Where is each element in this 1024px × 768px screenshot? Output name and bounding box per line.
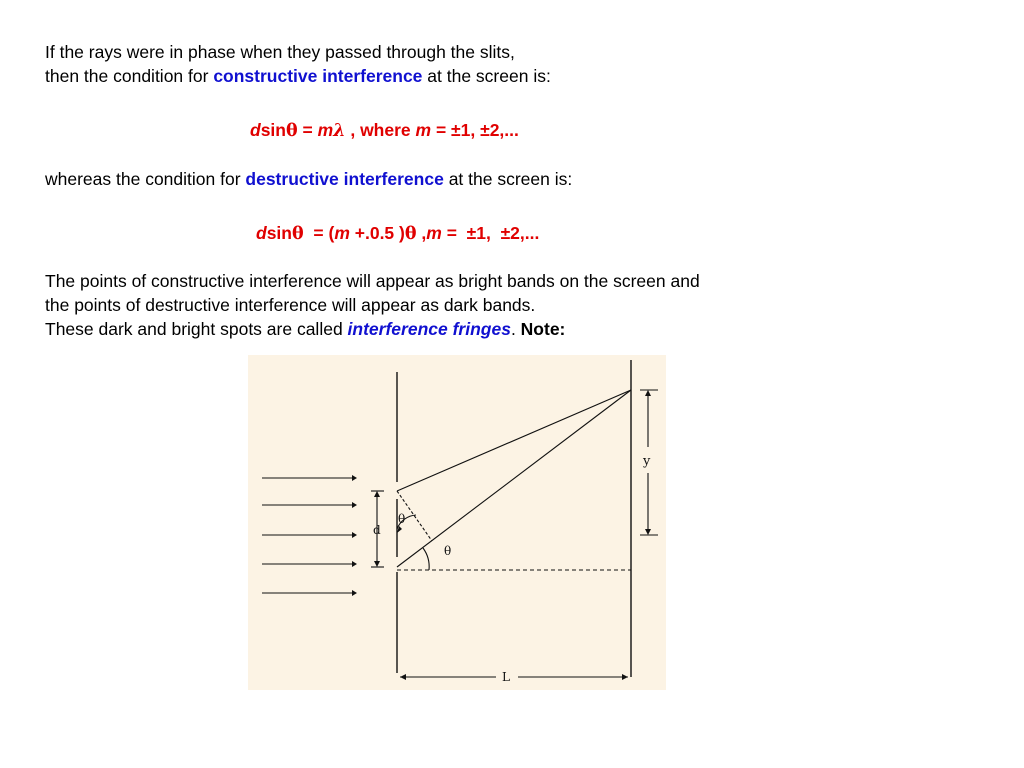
fringes-line-1: The points of constructive interference will appear as bright bands on the screen and [45,271,700,291]
eq2-d: d [256,223,267,243]
destructive-interference-term: destructive interference [245,169,444,189]
eq2-plus-half: +.0.5 ) [349,223,405,243]
eq1-theta: θ [286,121,298,141]
large-theta-label: θ [444,544,452,558]
double-slit-svg [248,355,666,690]
double-slit-diagram [248,355,666,690]
destructive-equation [256,222,539,245]
intro-line-2-pre: then the condition for [45,66,214,86]
l-label: L [502,670,510,684]
eq1-sin: sin [260,120,286,140]
eq2-m: m [334,223,350,243]
intro-line-1: If the rays were in phase when they passed through the slits, [45,42,515,62]
eq1-m: m [317,120,334,140]
note-label: Note: [520,319,566,339]
eq1-m2: m [415,120,432,140]
eq2-theta: θ [292,224,304,244]
destructive-intro-post: at the screen is: [443,169,573,189]
eq1-equals: = [297,120,318,140]
diagram-background [248,355,666,690]
y-label: y [643,454,651,469]
destructive-intro-line [45,168,572,190]
d-label: d [373,523,381,537]
interference-fringes-term: interference fringes [347,319,511,339]
fringes-line-3 [45,318,565,340]
fringes-line-3-dot: . [510,319,521,339]
eq2-m2: m [426,223,442,243]
eq2-theta-2: θ [404,224,417,244]
destructive-intro-pre: whereas the condition for [45,169,246,189]
eq1-where: , where [345,120,416,140]
eq1-d: d [250,120,261,140]
eq2-values: = ±1, ±2,... [441,223,540,243]
constructive-equation [250,119,519,142]
fringes-line-2: the points of destructive interference will appear as dark bands. [45,295,536,315]
eq2-equals-open: = ( [303,223,335,243]
constructive-interference-term: constructive interference [213,66,423,86]
intro-line-2 [45,65,551,87]
fringes-line-3-pre: These dark and bright spots are called [45,319,348,339]
small-theta-label: θ [398,512,406,526]
eq1-lambda: λ [333,121,346,141]
eq2-sin: sin [266,223,292,243]
eq2-comma: , [416,223,427,243]
eq1-values: = ±1, ±2,... [431,120,519,140]
intro-line-2-post: at the screen is: [422,66,551,86]
